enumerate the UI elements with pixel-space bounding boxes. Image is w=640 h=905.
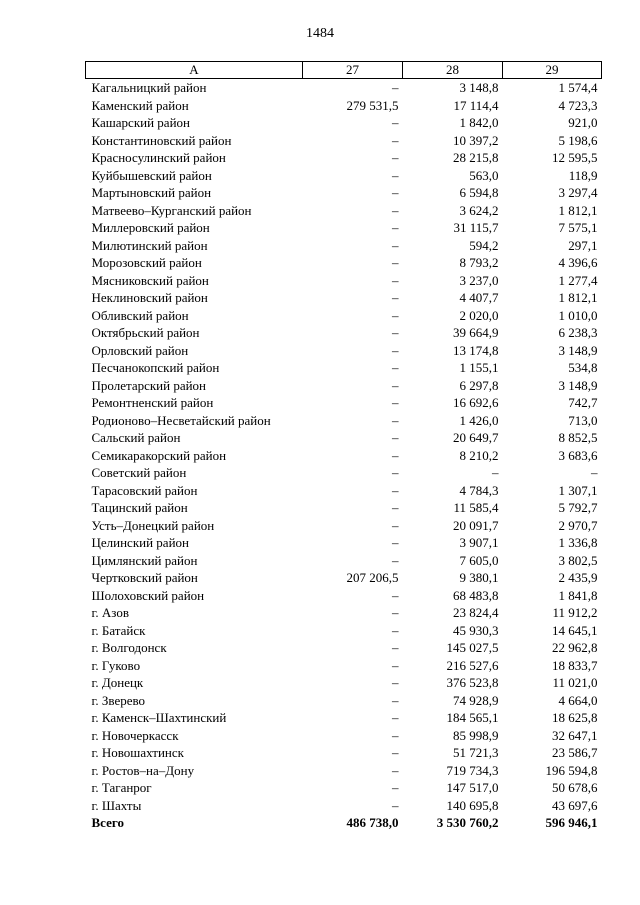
table-row bbox=[86, 464, 602, 482]
col-27-value: – bbox=[392, 745, 399, 761]
col-28-value: 216 527,6 bbox=[446, 657, 499, 673]
total-row bbox=[86, 814, 602, 832]
page-number: 1484 bbox=[306, 26, 334, 41]
col-27-value: – bbox=[392, 167, 399, 183]
row-label: г. Таганрог bbox=[91, 780, 152, 796]
col-29-value: 1 841,8 bbox=[558, 587, 598, 603]
col-29-value: 1 336,8 bbox=[558, 535, 598, 551]
row-label: Целинский район bbox=[91, 535, 189, 551]
col-28-value: 10 397,2 bbox=[453, 132, 499, 148]
col-28-value: 16 692,6 bbox=[453, 395, 499, 411]
col-29-value: 3 297,4 bbox=[558, 185, 598, 201]
col-28-value: 74 928,9 bbox=[453, 692, 499, 708]
col-27-value: – bbox=[392, 727, 399, 743]
col-29-value: 5 792,7 bbox=[558, 500, 598, 516]
col-28-value: 376 523,8 bbox=[446, 675, 499, 691]
row-label: Октябрьский район bbox=[91, 325, 200, 341]
col-29-value: 742,7 bbox=[568, 395, 598, 411]
col-27-value: 279 531,5 bbox=[346, 97, 399, 113]
table-row bbox=[86, 639, 602, 657]
row-label: Песчанокопский район bbox=[91, 360, 220, 376]
col-28-value: 147 517,0 bbox=[446, 780, 499, 796]
col-29-value: 1 307,1 bbox=[558, 482, 598, 498]
row-label: г. Зверево bbox=[91, 692, 146, 708]
col-27-value: – bbox=[392, 692, 399, 708]
row-label: г. Шахты bbox=[91, 797, 142, 813]
col-27-value: – bbox=[392, 325, 399, 341]
column-header-28: 28 bbox=[403, 62, 503, 79]
row-label: Сальский район bbox=[91, 430, 181, 446]
col-28-value: 31 115,7 bbox=[453, 220, 499, 236]
row-label: Морозовский район bbox=[91, 255, 202, 271]
col-27-value: – bbox=[392, 605, 399, 621]
col-29-value: 43 697,6 bbox=[552, 797, 598, 813]
col-27-value: – bbox=[392, 622, 399, 638]
col-28-value: 45 930,3 bbox=[453, 622, 499, 638]
table-row bbox=[86, 762, 602, 780]
table-row bbox=[86, 132, 602, 150]
row-label: Шолоховский район bbox=[91, 587, 205, 603]
col-29-value: 50 678,6 bbox=[552, 780, 598, 796]
col-28-value: 8 210,2 bbox=[459, 447, 499, 463]
row-label: Кагальницкий район bbox=[91, 80, 207, 96]
row-label: Красносулинский район bbox=[91, 150, 226, 166]
col-27-value: – bbox=[392, 657, 399, 673]
col-28-value: 20 091,7 bbox=[453, 517, 499, 533]
col-28-value: 51 721,3 bbox=[453, 745, 499, 761]
col-28-value: 2 020,0 bbox=[459, 307, 499, 323]
row-label: Матвеево–Курганский район bbox=[91, 202, 252, 218]
col-27-value: – bbox=[392, 290, 399, 306]
col-27-value: – bbox=[392, 220, 399, 236]
table-row bbox=[86, 499, 602, 517]
col-28-value: 39 664,9 bbox=[453, 325, 499, 341]
col-29-value: 3 683,6 bbox=[558, 447, 598, 463]
col-27-value: – bbox=[392, 115, 399, 131]
total-col-27-value: 486 738,0 bbox=[346, 815, 399, 831]
total-row-label: Всего bbox=[91, 815, 124, 831]
table-row bbox=[86, 149, 602, 167]
table-row bbox=[86, 709, 602, 727]
col-28-value: 1 842,0 bbox=[459, 115, 499, 131]
row-label: Цимлянский район bbox=[91, 552, 198, 568]
col-29-value: 2 970,7 bbox=[558, 517, 598, 533]
col-28-value: 7 605,0 bbox=[459, 552, 499, 568]
row-label: Орловский район bbox=[91, 342, 189, 358]
col-27-value: – bbox=[392, 360, 399, 376]
col-29-value: 1 010,0 bbox=[558, 307, 598, 323]
table-row bbox=[86, 744, 602, 762]
col-28-value: 3 148,8 bbox=[459, 80, 499, 96]
table-row bbox=[86, 237, 602, 255]
col-29-value: 3 148,9 bbox=[558, 342, 598, 358]
col-29-value: 196 594,8 bbox=[545, 762, 598, 778]
table-row bbox=[86, 342, 602, 360]
col-27-value: 207 206,5 bbox=[346, 570, 399, 586]
table-row bbox=[86, 254, 602, 272]
col-27-value: – bbox=[392, 255, 399, 271]
row-label: г. Новочеркасск bbox=[91, 727, 179, 743]
col-28-value: 4 407,7 bbox=[459, 290, 499, 306]
table-row bbox=[86, 394, 602, 412]
table-row bbox=[86, 324, 602, 342]
col-28-value: 20 649,7 bbox=[453, 430, 499, 446]
total-col-28-value: 3 530 760,2 bbox=[436, 815, 499, 831]
col-28-value: 9 380,1 bbox=[459, 570, 499, 586]
col-28-value: 6 594,8 bbox=[459, 185, 499, 201]
col-27-value: – bbox=[392, 517, 399, 533]
col-29-value: 2 435,9 bbox=[558, 570, 598, 586]
row-label: Пролетарский район bbox=[91, 377, 207, 393]
col-27-value: – bbox=[392, 202, 399, 218]
col-27-value: – bbox=[392, 132, 399, 148]
col-29-value: 4 723,3 bbox=[558, 97, 598, 113]
table-row bbox=[86, 727, 602, 745]
col-27-value: – bbox=[392, 447, 399, 463]
table-row bbox=[86, 289, 602, 307]
col-29-value: 12 595,5 bbox=[552, 150, 598, 166]
col-27-value: – bbox=[392, 640, 399, 656]
column-header-a: А bbox=[86, 62, 303, 79]
row-label: г. Новошахтинск bbox=[91, 745, 184, 761]
col-27-value: – bbox=[392, 465, 399, 481]
budget-table bbox=[85, 61, 602, 832]
table-row bbox=[86, 482, 602, 500]
table-row bbox=[86, 552, 602, 570]
table-row bbox=[86, 657, 602, 675]
col-29-value: 6 238,3 bbox=[558, 325, 598, 341]
col-27-value: – bbox=[392, 552, 399, 568]
col-28-value: 184 565,1 bbox=[446, 710, 499, 726]
col-29-value: 8 852,5 bbox=[558, 430, 598, 446]
table-row bbox=[86, 587, 602, 605]
row-label: Усть–Донецкий район bbox=[91, 517, 215, 533]
table-row bbox=[86, 534, 602, 552]
col-27-value: – bbox=[392, 780, 399, 796]
col-29-value: 1 812,1 bbox=[558, 290, 598, 306]
col-28-value: 68 483,8 bbox=[453, 587, 499, 603]
col-28-value: 145 027,5 bbox=[446, 640, 499, 656]
table-row bbox=[86, 517, 602, 535]
col-28-value: 1 155,1 bbox=[459, 360, 499, 376]
col-27-value: – bbox=[392, 762, 399, 778]
row-label: Мартыновский район bbox=[91, 185, 212, 201]
row-label: г. Донецк bbox=[91, 675, 144, 691]
col-27-value: – bbox=[392, 797, 399, 813]
table-row bbox=[86, 219, 602, 237]
col-29-value: 3 148,9 bbox=[558, 377, 598, 393]
col-27-value: – bbox=[392, 675, 399, 691]
col-28-value: 85 998,9 bbox=[453, 727, 499, 743]
col-27-value: – bbox=[392, 237, 399, 253]
row-label: Ремонтненский район bbox=[91, 395, 214, 411]
col-27-value: – bbox=[392, 535, 399, 551]
row-label: Семикаракорский район bbox=[91, 447, 227, 463]
table-row bbox=[86, 622, 602, 640]
col-27-value: – bbox=[392, 587, 399, 603]
row-label: г. Гуково bbox=[91, 657, 141, 673]
col-28-value: 1 426,0 bbox=[459, 412, 499, 428]
col-28-value: 3 237,0 bbox=[459, 272, 499, 288]
col-28-value: 3 907,1 bbox=[459, 535, 499, 551]
col-29-value: 22 962,8 bbox=[552, 640, 598, 656]
table-row bbox=[86, 184, 602, 202]
col-28-value: 8 793,2 bbox=[459, 255, 499, 271]
col-27-value: – bbox=[392, 342, 399, 358]
table-row bbox=[86, 79, 602, 97]
col-27-value: – bbox=[392, 710, 399, 726]
row-label: г. Азов bbox=[91, 605, 129, 621]
table-row bbox=[86, 377, 602, 395]
col-28-value: 13 174,8 bbox=[453, 342, 499, 358]
col-29-value: 11 021,0 bbox=[552, 675, 598, 691]
table-row bbox=[86, 307, 602, 325]
table-row bbox=[86, 447, 602, 465]
col-27-value: – bbox=[392, 500, 399, 516]
col-27-value: – bbox=[392, 185, 399, 201]
col-27-value: – bbox=[392, 80, 399, 96]
col-29-value: 1 277,4 bbox=[558, 272, 598, 288]
col-27-value: – bbox=[392, 412, 399, 428]
table-row bbox=[86, 412, 602, 430]
table-row bbox=[86, 97, 602, 115]
col-29-value: 534,8 bbox=[568, 360, 598, 376]
col-29-value: 23 586,7 bbox=[552, 745, 598, 761]
col-29-value: 921,0 bbox=[568, 115, 598, 131]
row-label: Каменский район bbox=[91, 97, 189, 113]
col-29-value: 18 833,7 bbox=[552, 657, 598, 673]
col-28-value: 140 695,8 bbox=[446, 797, 499, 813]
row-label: Обливский район bbox=[91, 307, 189, 323]
col-29-value: 32 647,1 bbox=[552, 727, 598, 743]
col-29-value: – bbox=[591, 465, 598, 481]
table-row bbox=[86, 272, 602, 290]
col-28-value: 28 215,8 bbox=[453, 150, 499, 166]
row-label: г. Ростов–на–Дону bbox=[91, 762, 195, 778]
col-29-value: 5 198,6 bbox=[558, 132, 598, 148]
row-label: Неклиновский район bbox=[91, 290, 208, 306]
table-row bbox=[86, 569, 602, 587]
col-27-value: – bbox=[392, 150, 399, 166]
col-29-value: 3 802,5 bbox=[558, 552, 598, 568]
col-28-value: 6 297,8 bbox=[459, 377, 499, 393]
row-label: Миллеровский район bbox=[91, 220, 210, 236]
row-label: Тацинский район bbox=[91, 500, 188, 516]
col-27-value: – bbox=[392, 307, 399, 323]
table-row bbox=[86, 692, 602, 710]
table-row bbox=[86, 779, 602, 797]
col-28-value: 719 734,3 bbox=[446, 762, 499, 778]
col-29-value: 297,1 bbox=[568, 237, 598, 253]
row-label: г. Каменск–Шахтинский bbox=[91, 710, 227, 726]
table-row bbox=[86, 604, 602, 622]
col-28-value: 3 624,2 bbox=[459, 202, 499, 218]
table-body bbox=[86, 79, 602, 832]
table-header-row bbox=[86, 62, 602, 79]
row-label: г. Батайск bbox=[91, 622, 146, 638]
column-header-29: 29 bbox=[503, 62, 602, 79]
row-label: Константиновский район bbox=[91, 132, 232, 148]
col-29-value: 7 575,1 bbox=[558, 220, 598, 236]
table-row bbox=[86, 202, 602, 220]
row-label: Советский район bbox=[91, 465, 187, 481]
col-27-value: – bbox=[392, 482, 399, 498]
col-28-value: 11 585,4 bbox=[453, 500, 499, 516]
col-29-value: 18 625,8 bbox=[552, 710, 598, 726]
col-28-value: – bbox=[492, 465, 499, 481]
col-28-value: 4 784,3 bbox=[459, 482, 499, 498]
row-label: Родионово–Несветайский район bbox=[91, 412, 271, 428]
row-label: Мясниковский район bbox=[91, 272, 209, 288]
col-27-value: – bbox=[392, 272, 399, 288]
col-27-value: – bbox=[392, 395, 399, 411]
row-label: Милютинский район bbox=[91, 237, 208, 253]
table-row bbox=[86, 674, 602, 692]
row-label: г. Волгодонск bbox=[91, 640, 167, 656]
table-row bbox=[86, 359, 602, 377]
row-label: Куйбышевский район bbox=[91, 167, 212, 183]
col-29-value: 118,9 bbox=[568, 167, 598, 183]
col-29-value: 1 574,4 bbox=[558, 80, 598, 96]
col-29-value: 14 645,1 bbox=[552, 622, 598, 638]
table-row bbox=[86, 114, 602, 132]
col-29-value: 1 812,1 bbox=[558, 202, 598, 218]
col-27-value: – bbox=[392, 430, 399, 446]
col-28-value: 17 114,4 bbox=[453, 97, 499, 113]
col-29-value: 713,0 bbox=[568, 412, 598, 428]
table-row bbox=[86, 167, 602, 185]
row-label: Чертковский район bbox=[91, 570, 198, 586]
col-27-value: – bbox=[392, 377, 399, 393]
row-label: Тарасовский район bbox=[91, 482, 198, 498]
row-label: Кашарский район bbox=[91, 115, 190, 131]
col-28-value: 23 824,4 bbox=[453, 605, 499, 621]
column-header-27: 27 bbox=[303, 62, 403, 79]
col-28-value: 563,0 bbox=[469, 167, 499, 183]
table-row bbox=[86, 429, 602, 447]
col-29-value: 4 664,0 bbox=[558, 692, 598, 708]
total-col-29-value: 596 946,1 bbox=[545, 815, 598, 831]
col-29-value: 11 912,2 bbox=[552, 605, 598, 621]
col-28-value: 594,2 bbox=[469, 237, 499, 253]
col-29-value: 4 396,6 bbox=[558, 255, 598, 271]
table-row bbox=[86, 797, 602, 815]
